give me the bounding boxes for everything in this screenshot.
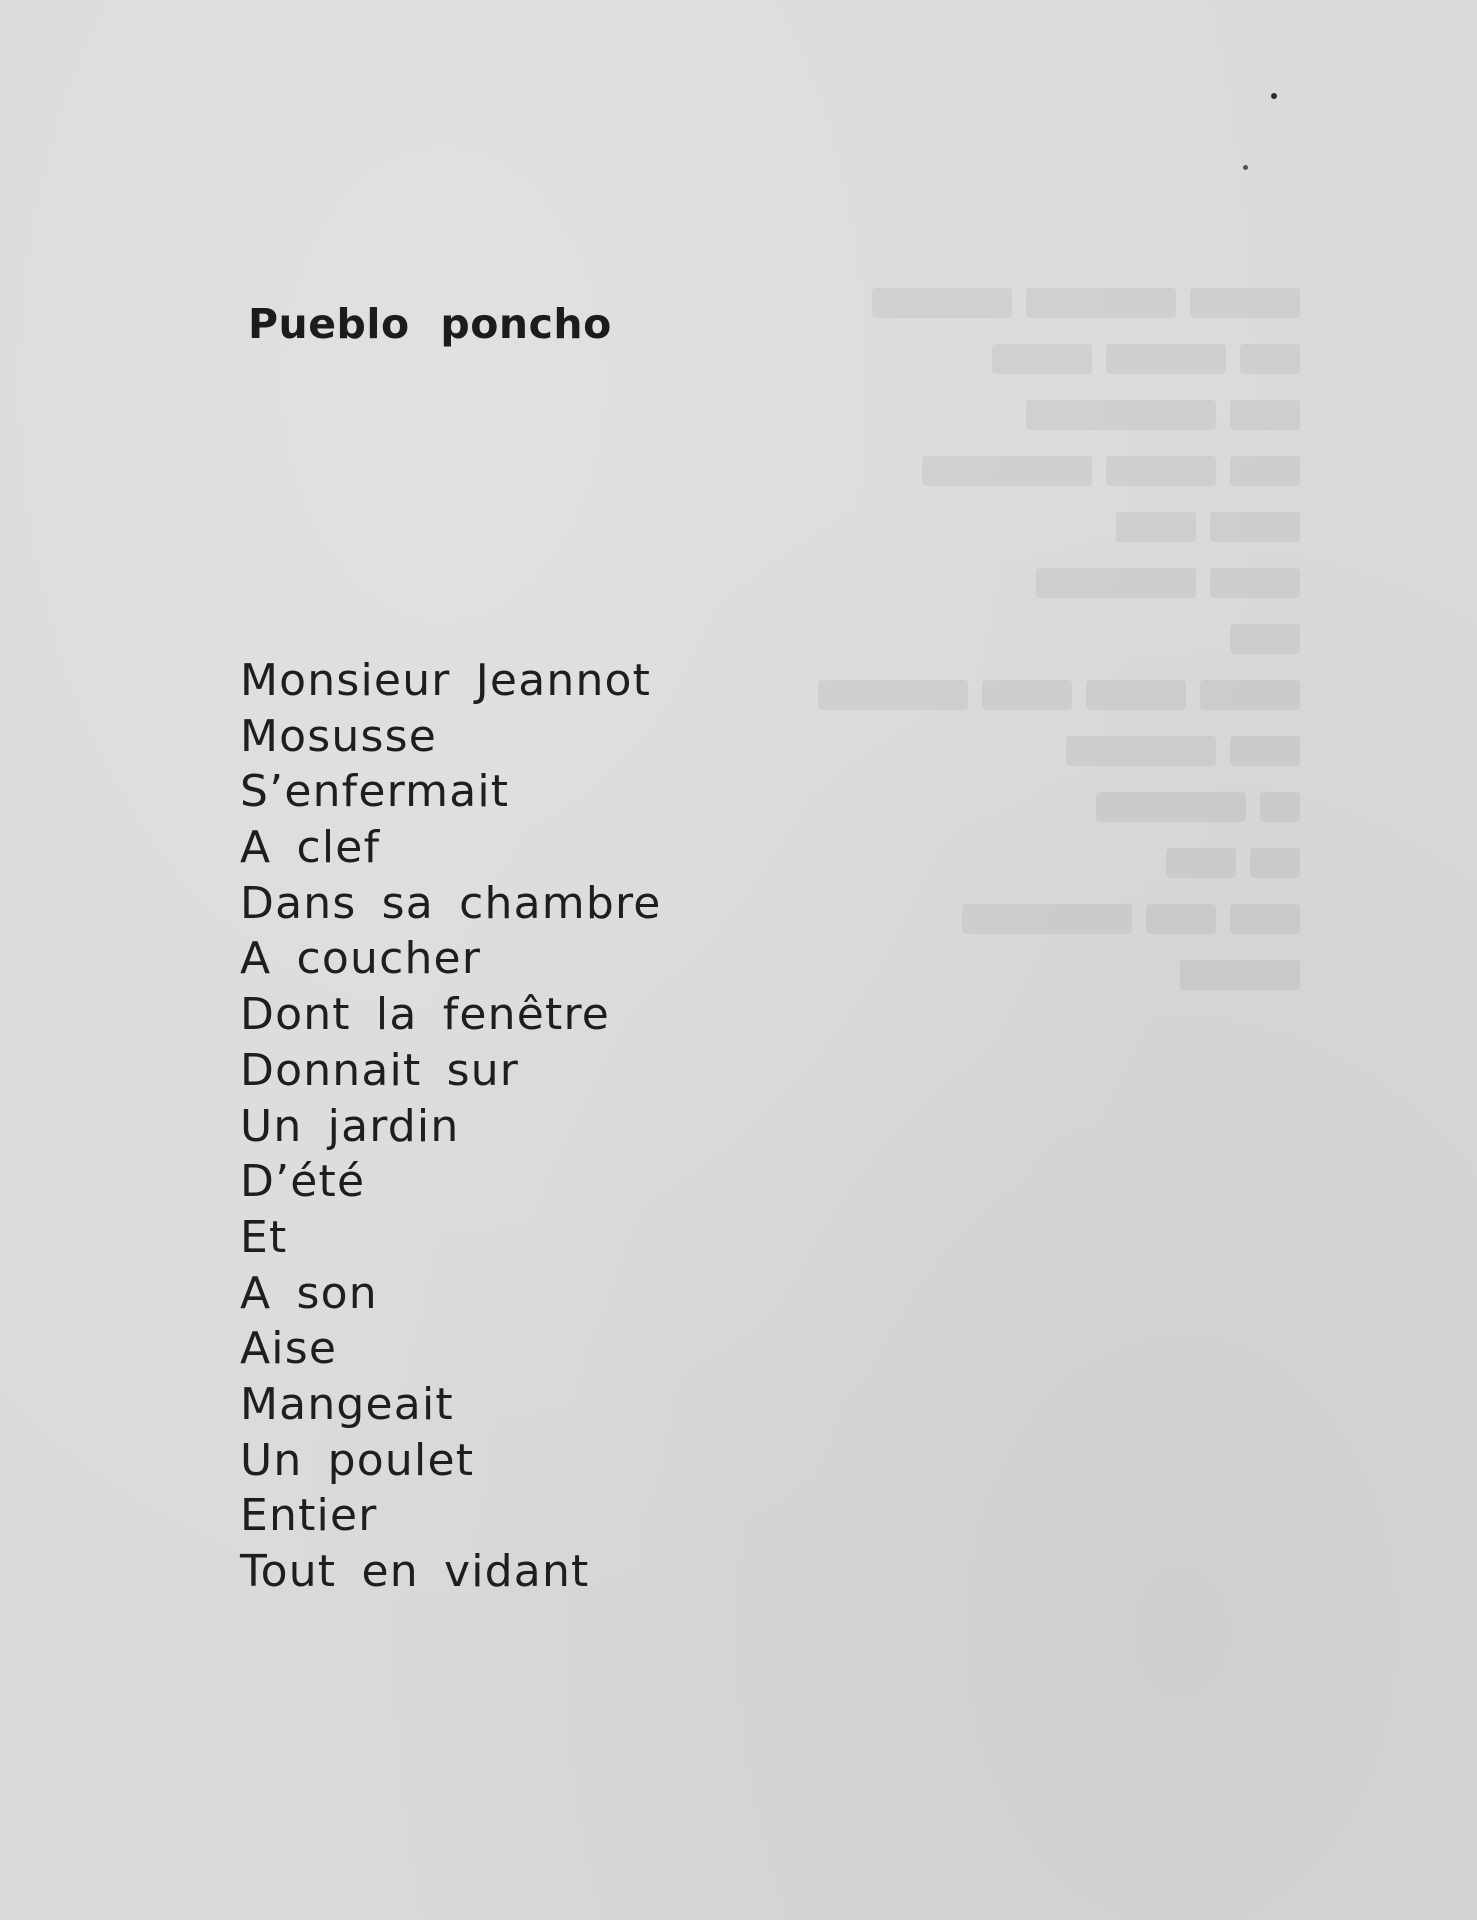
paper-speck [1271,93,1277,99]
show-through-line [780,400,1300,456]
show-through-line [780,960,1300,1016]
show-through-line [780,344,1300,400]
show-through-line [780,456,1300,512]
poem-line: Entier [240,1490,378,1542]
poem-line: A clef [240,822,381,874]
paper-speck [1243,165,1248,170]
poem-title: Pueblo poncho [248,300,612,348]
poem-line: Mangeait [240,1378,454,1430]
show-through-line [780,680,1300,736]
poem-line: D’été [240,1156,366,1208]
poem-line: Tout en vidant [240,1546,590,1597]
show-through-line [780,568,1300,624]
poem-line: Donnait sur [240,1044,520,1096]
show-through-text [780,288,1300,1008]
poem-line: A son [240,1267,378,1319]
show-through-line [780,512,1300,568]
poem-line: Aise [240,1323,338,1375]
poem-line: Dont la fenêtre [240,989,611,1041]
show-through-line [780,848,1300,904]
poem-line: Dans sa chambre [240,877,662,929]
poem-line: Monsieur Jeannot [240,655,652,706]
show-through-line [780,736,1300,792]
poem-line: A coucher [240,933,482,985]
show-through-line [780,288,1300,344]
show-through-line [780,904,1300,960]
poem-line: Mosusse [240,710,438,762]
poem-body [240,653,662,1600]
poem-line: Un poulet [240,1434,475,1486]
show-through-line [780,792,1300,848]
show-through-line [780,624,1300,680]
poem-line: Et [240,1211,288,1263]
poem-line: S’enfermait [240,766,510,818]
poem-line: Un jardin [240,1100,460,1152]
